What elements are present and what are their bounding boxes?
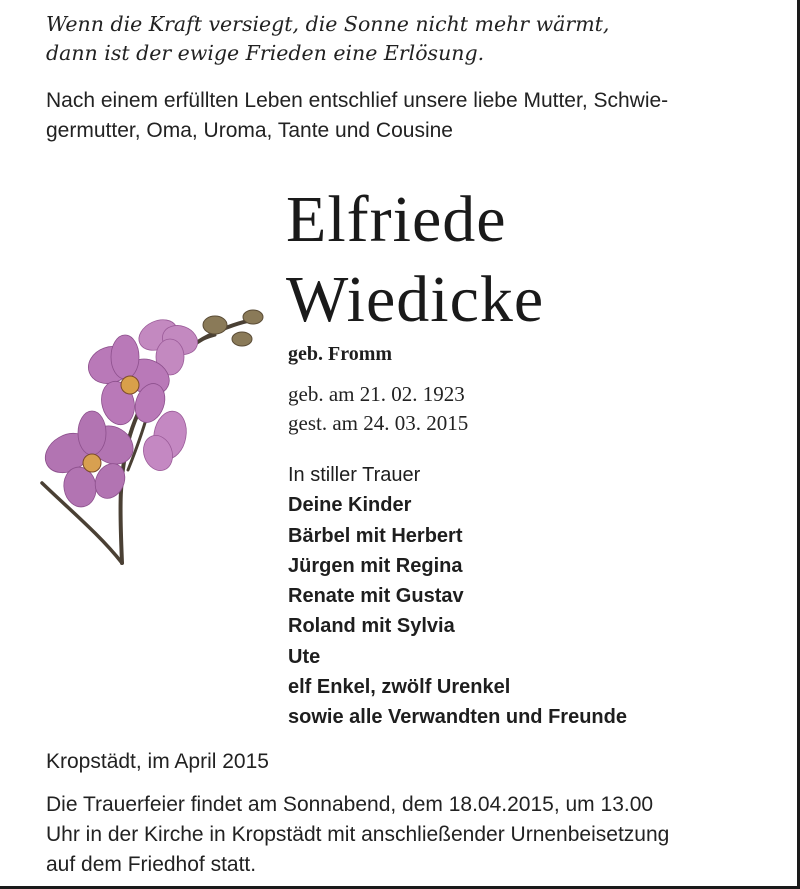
mourner-line: Bärbel mit Herbert — [288, 524, 463, 547]
place-and-date: Kropstädt, im April 2015 — [46, 750, 269, 773]
orchid-image — [30, 295, 280, 575]
mourner-line: Ute — [288, 645, 321, 668]
quote-line-1: Wenn die Kraft versiegt, die Sonne nicht mehr wärmt, — [46, 12, 610, 36]
funeral-info — [46, 790, 786, 880]
quote-line-2: dann ist der ewige Frieden eine Erlösung. — [46, 41, 485, 65]
mourner-line: Renate mit Gustav — [288, 585, 464, 608]
mourners-intro: In stiller Trauer — [288, 464, 421, 486]
birth-date: geb. am 21. 02. 1923 — [288, 382, 465, 406]
intro-line-2: germutter, Oma, Uroma, Tante und Cousine — [46, 119, 453, 142]
mourner-line: Jürgen mit Regina — [288, 554, 463, 577]
mourner-line: sowie alle Verwandten und Freunde — [288, 706, 627, 729]
intro-text — [46, 86, 786, 146]
mourner-line: elf Enkel, zwölf Urenkel — [288, 676, 511, 699]
funeral-line-3: auf dem Friedhof statt. — [46, 853, 257, 876]
maiden-name: geb. Fromm — [288, 343, 393, 365]
intro-line-1: Nach einem erfüllten Leben entschlief unsere liebe Mutter, Schwie- — [46, 89, 669, 112]
death-date: gest. am 24. 03. 2015 — [288, 411, 469, 435]
funeral-line-1: Die Trauerfeier findet am Sonnabend, dem 18.04.2015, um 13.00 — [46, 793, 654, 816]
mourner-line: Roland mit Sylvia — [288, 615, 455, 638]
last-name: Wiedicke — [286, 263, 545, 336]
mourners-list — [288, 460, 627, 733]
mourner-line: Deine Kinder — [288, 494, 412, 517]
first-name: Elfriede — [286, 183, 507, 256]
memorial-quote — [46, 10, 766, 68]
life-dates — [288, 380, 468, 438]
funeral-line-2: Uhr in der Kirche in Kropstädt mit anschließender Urnenbeisetzung — [46, 823, 670, 846]
deceased-name — [286, 180, 544, 340]
